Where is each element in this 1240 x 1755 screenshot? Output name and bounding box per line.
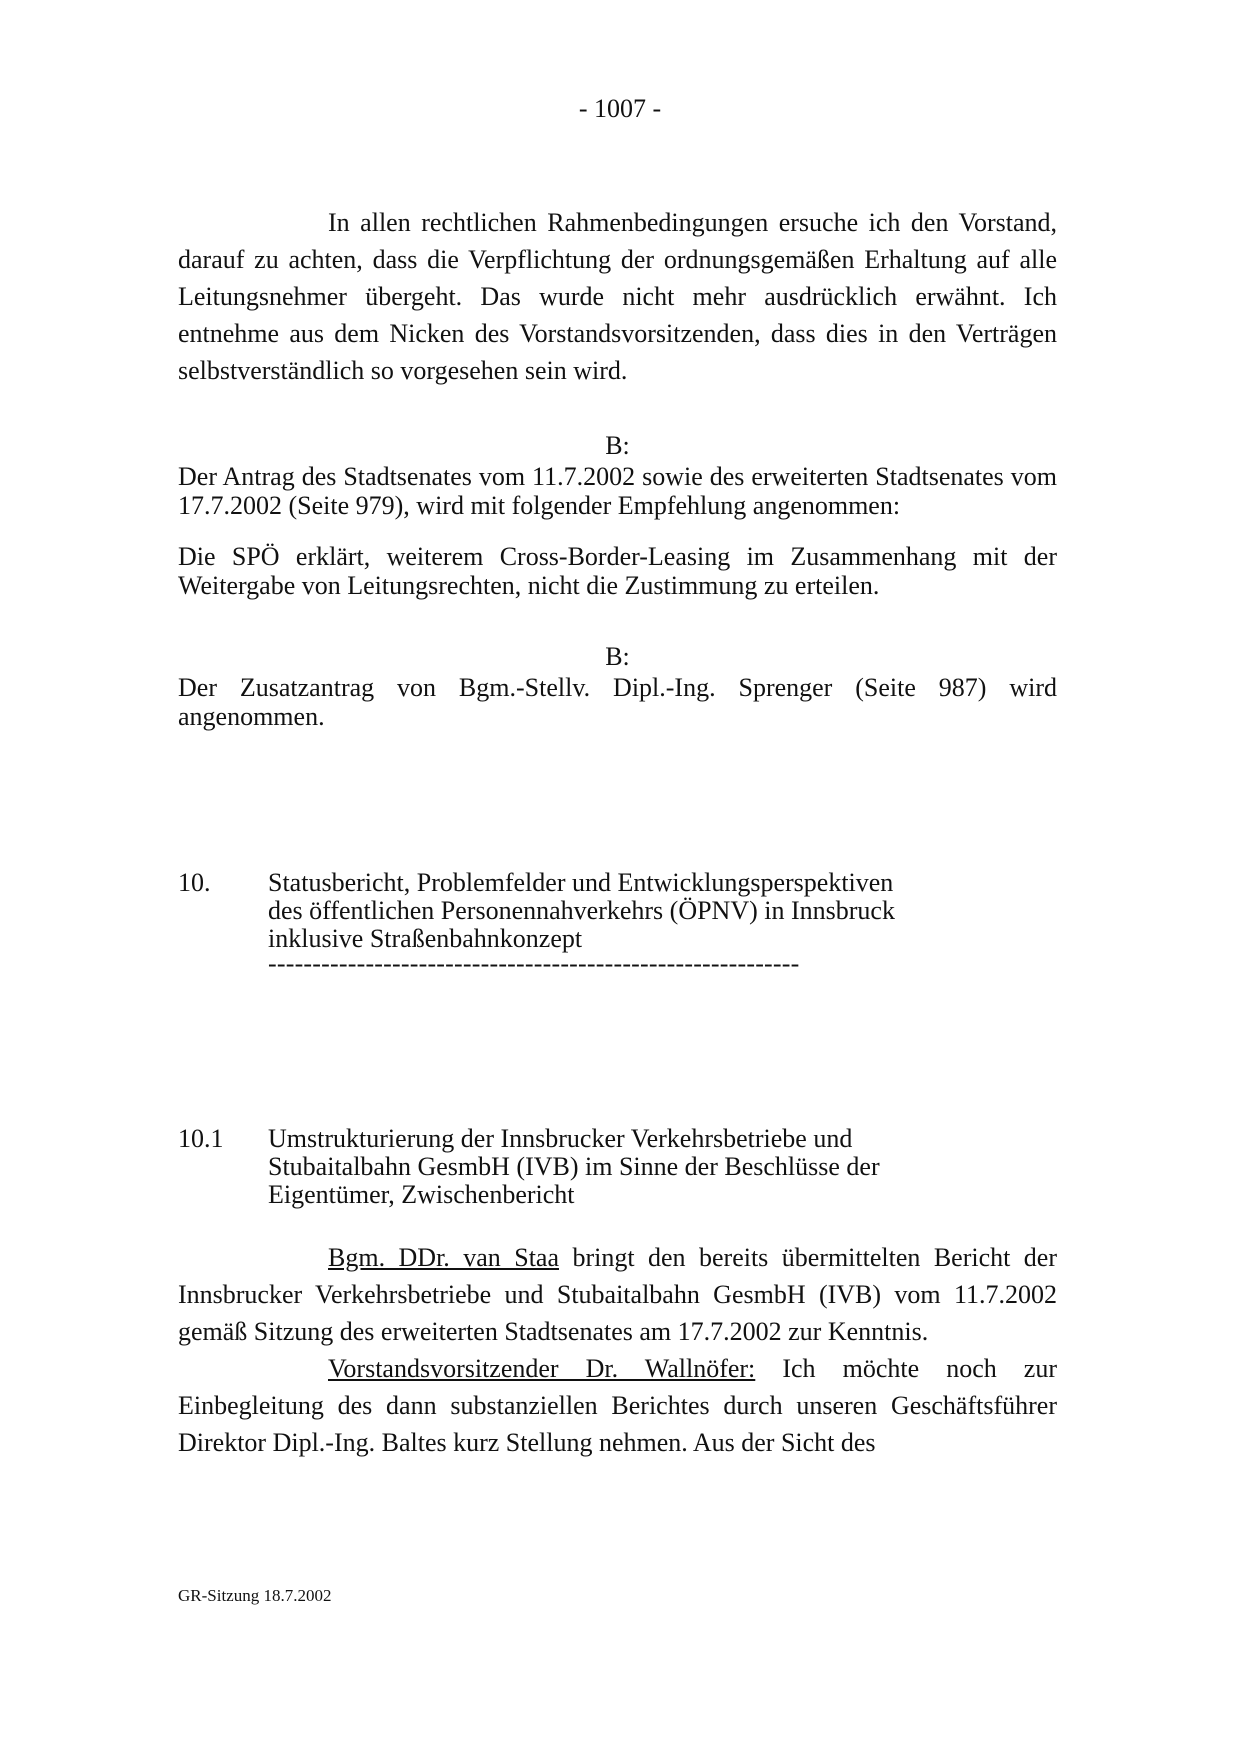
agenda-item-10 xyxy=(178,868,1057,978)
paragraph-rahmenbedingungen: In allen rechtlichen Rahmenbedingungen ersuche ich den Vorstand, darauf zu achten, dass die Verpflichtung der ordnungsgemäßen Erhaltung auf alle Leitungsnehmer übergeht. Das wurde nicht mehr ausdrücklich erwähnt. Ich entnehme aus dem Nicken des Vorstandsvorsitzenden, dass dies in den Verträgen selbstverständlich so vorgesehen sein wird. xyxy=(178,208,1057,385)
agenda-title: Umstrukturierung der Innsbrucker Verkehrsbetriebe und Stubaitalbahn GesmbH (IVB) im Sinne der Beschlüsse der Eigentümer, Zwischenbericht xyxy=(268,1124,880,1209)
page-number: - 1007 - xyxy=(578,94,662,123)
section-marker: B: xyxy=(605,431,630,460)
speaker-name: Vorstandsvorsitzender Dr. Wallnöfer: xyxy=(328,1354,756,1383)
speaker-name: Bgm. DDr. van Staa xyxy=(328,1243,559,1272)
page-footer: GR-Sitzung 18.7.2002 xyxy=(178,1586,332,1605)
recommendation-text: Die SPÖ erklärt, weiterem Cross-Border-Leasing im Zusammenhang mit der Weitergabe von Leitungsrechten, nicht die Zustimmung zu erteilen. xyxy=(178,542,1057,600)
statement-text: bringt den bereits übermittelten Bericht der Innsbrucker Verkehrsbetriebe und Stubaitalbahn GesmbH (IVB) vom 11.7.2002 gemäß Sitzung des erweiterten Stadtsenates am 17.7.2002 zur Kenntnis. xyxy=(178,1243,1057,1346)
paragraph-bericht xyxy=(178,1239,1057,1350)
agenda-item-10-1 xyxy=(178,1125,1057,1209)
motion-text: Der Zusatzantrag von Bgm.-Stellv. Dipl.-Ing. Sprenger (Seite 987) wird angenommen. xyxy=(178,673,1057,731)
agenda-number: 10.1 xyxy=(178,1124,224,1153)
agenda-title: Statusbericht, Problemfelder und Entwicklungsperspektiven des öffentlichen Personennahverkehrs (ÖPNV) in Innsbruck inklusive Straßenbahnkonzept xyxy=(268,868,895,953)
motion-text: Der Antrag des Stadtsenates vom 11.7.2002 sowie des erweiterten Stadtsenates vom 17.7.2002 (Seite 979), wird mit folgender Empfehlung angenommen: xyxy=(178,462,1057,520)
paragraph-wallnoefer xyxy=(178,1350,1057,1461)
statement-text: Ich möchte noch zur Einbegleitung des dann substanziellen Berichtes durch unseren Geschäftsführer Direktor Dipl.-Ing. Baltes kurz Stellung nehmen. Aus der Sicht des xyxy=(178,1354,1058,1457)
dashed-separator: ------------------------------------------------------------ xyxy=(268,949,800,978)
page-content xyxy=(178,204,1057,1461)
agenda-number: 10. xyxy=(178,868,211,897)
section-marker: B: xyxy=(605,642,630,671)
section-b-zusatzantrag xyxy=(178,640,1057,731)
section-b-antrag xyxy=(178,429,1057,600)
